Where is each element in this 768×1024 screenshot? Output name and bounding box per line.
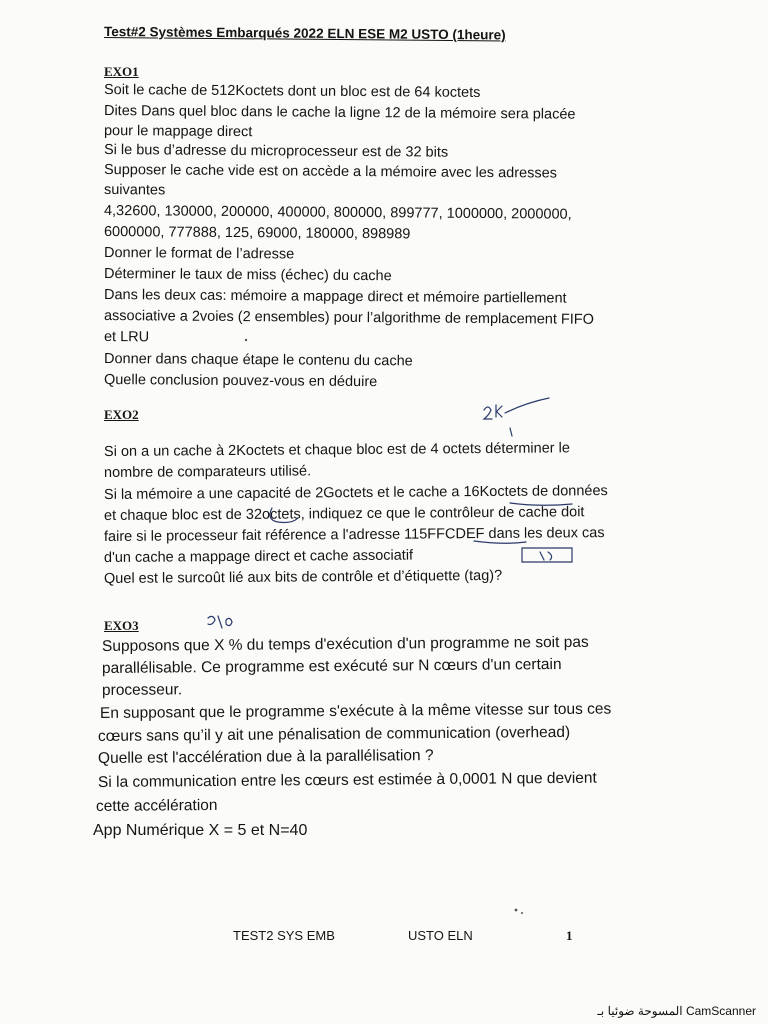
exo2-line-1: Si on a un cache à 2Koctets et chaque bloc est de 4 octets déterminer le bbox=[103, 440, 570, 460]
exo3-numeric-application: App Numérique X = 5 et N=40 bbox=[93, 822, 308, 839]
annotation-slash bbox=[505, 398, 549, 413]
annotation-tick bbox=[510, 428, 512, 436]
exo1-line-15: Quelle conclusion pouvez-vous en déduire bbox=[103, 372, 378, 391]
exo3-heading: EXO3 bbox=[104, 618, 139, 633]
page-title: Test#2 Systèmes Embarqués 2022 ELN ESE M2 USTO (1heure) bbox=[103, 24, 506, 43]
exo1-line-4: Si le bus d’adresse du microprocesseur est de 32 bits bbox=[103, 142, 449, 161]
footer-course: TEST2 SYS EMB bbox=[233, 928, 335, 943]
footer-page-number: 1 bbox=[566, 928, 573, 943]
exo1-line-3: pour le mappage direct bbox=[103, 123, 253, 141]
exo3-line-4: En supposant que le programme s'exécute à la même vitesse sur tous ces bbox=[99, 700, 612, 722]
circle-32octets bbox=[270, 508, 298, 523]
exo1-line-6: suivantes bbox=[103, 182, 166, 199]
footer-institution: USTO ELN bbox=[408, 928, 473, 943]
underline-16koctets bbox=[510, 503, 572, 505]
exo2-line-3: Si la mémoire a une capacité de 2Goctets et le cache a 16Koctets de données bbox=[103, 483, 608, 503]
exo3-line-6: Quelle est l'accélération due à la parallélisation ? bbox=[97, 747, 434, 767]
exo1-line-8: 6000000, 777888, 125, 69000, 180000, 898989 bbox=[103, 224, 411, 243]
exo1-line-14: Donner dans chaque étape le contenu du cache bbox=[103, 351, 413, 370]
exo3-line-1: Supposons que X % du temps d'exécution d'un programme ne soit pas bbox=[101, 633, 589, 655]
exo3-line-8: cette accélération bbox=[95, 796, 218, 815]
exo1-line-13: et LRU bbox=[103, 329, 150, 346]
exo2-line-4: et chaque bloc est de 32octets, indiquez ce que le contrôleur de cache doit bbox=[103, 504, 585, 524]
exo1-line-11: Dans les deux cas: mémoire a mappage direct et mémoire partiellement bbox=[103, 287, 567, 307]
exo2-line-5: faire si le processeur fait référence a l'adresse 115FFCDEF dans les deux cas bbox=[103, 525, 605, 545]
exo3-line-2: parallélisable. Ce programme est exécuté sur N cœurs d'un certain bbox=[101, 655, 562, 677]
exo3-line-5: cœurs sans qu’il y ait une pénalisation de communication (overhead) bbox=[97, 723, 571, 745]
underline-address bbox=[474, 541, 526, 543]
exo1-line-7: 4,32600, 130000, 200000, 400000, 800000, 899777, 1000000, 2000000, bbox=[103, 203, 572, 223]
exo1-line-10: Déterminer le taux de miss (échec) du cache bbox=[103, 266, 392, 285]
exo1-line-5: Supposer le cache vide est on accède a la mémoire avec les adresses bbox=[103, 162, 558, 182]
camscanner-watermark: المسوحة ضوئيا بـ CamScanner bbox=[597, 1004, 756, 1018]
exo1-line-1: Soit le cache de 512Koctets dont un bloc est de 64 koctets bbox=[103, 82, 481, 101]
exo3-line-3: processeur. bbox=[101, 681, 183, 699]
exo1-heading: EXO1 bbox=[104, 64, 139, 79]
exo3-line-7: Si la communication entre les cœurs est estimée à 0,0001 N que devient bbox=[97, 769, 597, 791]
annotation-scribble-2 bbox=[496, 405, 502, 417]
exo1-line-2: Dites Dans quel bloc dans le cache la ligne 12 de la mémoire sera placée bbox=[103, 103, 576, 123]
annotation-scribble-1 bbox=[484, 407, 492, 419]
exo2-line-2: nombre de comparateurs utilisé. bbox=[103, 463, 312, 481]
annotation-box bbox=[522, 548, 572, 562]
exo2-heading: EXO2 bbox=[104, 407, 139, 422]
exo1-line-9: Donner le format de l’adresse bbox=[103, 245, 295, 263]
annotation-score bbox=[208, 616, 232, 628]
exo2-line-6: d'un cache a mappage direct et cache associatif bbox=[103, 547, 414, 566]
exo2-line-7: Quel est le surcoût lié aux bits de contrôle et d’étiquette (tag)? bbox=[103, 567, 503, 587]
exo1-line-12: associative a 2voies (2 ensembles) pour l’algorithme de remplacement FIFO bbox=[103, 308, 595, 328]
